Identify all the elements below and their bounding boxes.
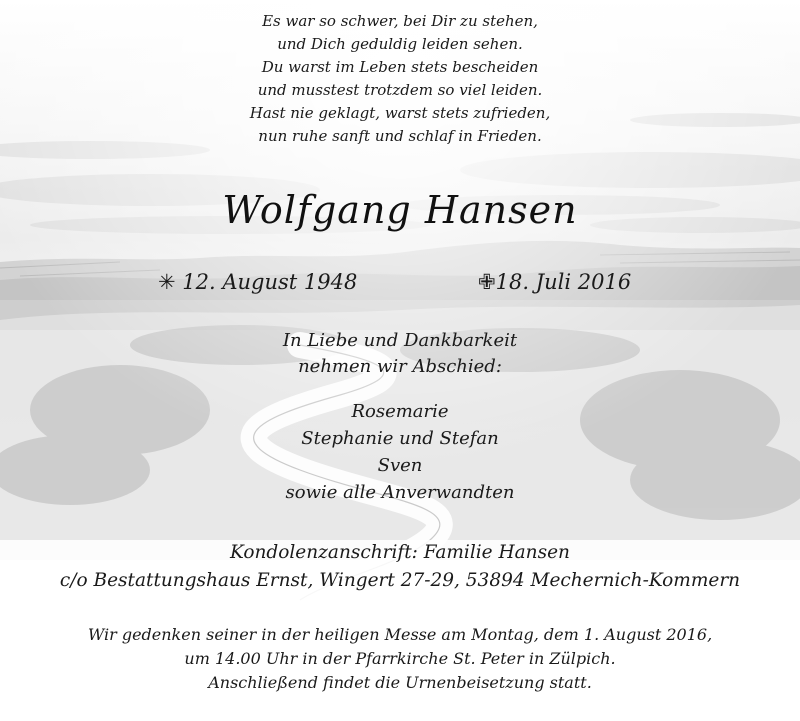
poem-line: Du warst im Leben stets bescheiden xyxy=(261,58,539,76)
birth-date xyxy=(158,270,357,294)
mourner-name: sowie alle Anverwandten xyxy=(285,482,515,503)
condolence-address-line: Kondolenzanschrift: Familie Hansen xyxy=(230,542,570,563)
death-date xyxy=(478,270,631,294)
poem-line: Hast nie geklagt, warst stets zufrieden, xyxy=(249,104,551,122)
mourner-name: Stephanie und Stefan xyxy=(301,428,499,449)
farewell-line: In Liebe und Dankbarkeit xyxy=(282,330,518,351)
service-info-line: um 14.00 Uhr in der Pfarrkirche St. Peter in Zülpich. xyxy=(184,649,616,668)
deceased-name: Wolfgang Hansen xyxy=(222,188,578,232)
service-info-line: Wir gedenken seiner in der heiligen Messe am Montag, dem 1. August 2016, xyxy=(87,625,713,644)
birth-date-text: 12. August 1948 xyxy=(182,270,358,294)
farewell-line: nehmen wir Abschied: xyxy=(298,356,502,377)
poem-line: und musstest trotzdem so viel leiden. xyxy=(257,81,543,99)
poem-line: und Dich geduldig leiden sehen. xyxy=(277,35,523,53)
poem-line: nun ruhe sanft und schlaf in Frieden. xyxy=(258,127,542,145)
condolence-address-line: c/o Bestattungshaus Ernst, Wingert 27-29, 53894 Mechernich-Kommern xyxy=(59,570,741,591)
mourner-name: Sven xyxy=(377,455,423,476)
death-cross-icon: ✙ xyxy=(478,270,496,294)
death-date-text: 18. Juli 2016 xyxy=(495,270,632,294)
mourner-name: Rosemarie xyxy=(351,401,449,422)
poem-line: Es war so schwer, bei Dir zu stehen, xyxy=(262,12,538,30)
service-info-line: Anschließend findet die Urnenbeisetzung statt. xyxy=(208,673,592,692)
birth-star-icon: ✳ xyxy=(158,270,176,294)
